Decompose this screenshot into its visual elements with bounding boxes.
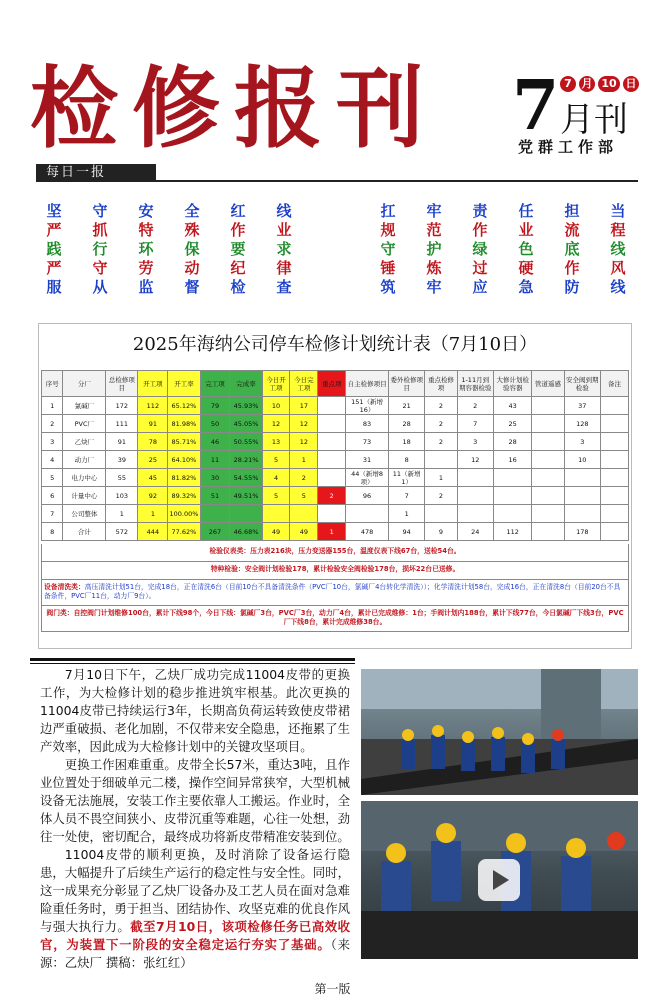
table-cell: 计量中心 [63,487,106,505]
slogan-char: 保 [184,240,200,258]
table-cell: 45.93% [230,397,262,415]
table-cell: 172 [106,397,138,415]
slogan-grid [44,202,634,298]
table-cell: 85.71% [168,433,200,451]
table-cell: 128 [564,415,600,433]
slogan-char: 践 [46,240,62,258]
slogan-char: 线 [610,278,626,296]
table-cell: 28.21% [230,451,262,469]
stats-notes [41,544,629,632]
table-cell: 21 [388,397,424,415]
table-cell: 13 [262,433,290,451]
table-cell: 49 [290,523,318,541]
table-cell: 92 [138,487,168,505]
table-cell: 电力中心 [63,469,106,487]
table-cell: 81.82% [168,469,200,487]
slogan-char: 锤 [380,259,396,277]
slogan-char: 服 [46,278,62,296]
table-cell: 178 [564,523,600,541]
table-cell [318,397,346,415]
table-cell [532,487,564,505]
slogan-char: 查 [276,278,292,296]
table-cell: 6 [42,487,63,505]
slogan-char: 任 [518,202,534,220]
table-cell: 公司整体 [63,505,106,523]
table-cell: 12 [290,415,318,433]
table-cell: 77.62% [168,523,200,541]
table-cell: 30 [200,469,230,487]
table-cell: 2 [318,487,346,505]
table-cell: 动力厂 [63,451,106,469]
slogan-char: 律 [276,259,292,277]
slogan-row [44,202,294,221]
article-source: （来源：乙炔厂 撰稿：张红红） [40,937,350,970]
issue-block [508,66,658,170]
slogan-char: 防 [564,278,580,296]
slogan-char: 纪 [230,259,246,277]
table-cell: 111 [106,415,138,433]
table-header-cell: 分厂 [63,371,106,397]
slogan-char: 求 [276,240,292,258]
note-label: 特种检验： [210,565,245,573]
table-cell: 64.10% [168,451,200,469]
slogan-char: 动 [184,259,200,277]
slogan-char: 业 [276,221,292,239]
table-cell: 1 [318,523,346,541]
table-cell: 43 [493,397,532,415]
table-row [42,415,629,433]
note-valves [41,606,629,632]
table-row [42,487,629,505]
table-cell: 28 [493,433,532,451]
table-cell: 8 [42,523,63,541]
table-cell: 5 [42,469,63,487]
stats-table [41,370,629,541]
slogan-row [44,278,294,297]
article-paragraph [40,846,350,972]
note-text: 自控阀门计划维修100台，累计下线98个，今日下线：氯碱厂3台，PVC厂3台，动力厂4台，累计已完成维修：1台；手阀计划内188台，累计下线77台，今日氯碱厂下线3台，PVC厂下线8台，累计完成维修38台。 [73,609,624,626]
table-cell: 44（新增8项） [346,469,389,487]
table-cell: 478 [346,523,389,541]
table-cell [532,505,564,523]
slogan-char: 过 [472,259,488,277]
slogan-char: 行 [92,240,108,258]
table-cell: 8 [388,451,424,469]
slogan-char: 要 [230,240,246,258]
table-header-cell: 完工项 [200,371,230,397]
table-cell [532,433,564,451]
table-cell [532,397,564,415]
slogan-char: 扛 [380,202,396,220]
slogan-char: 急 [518,278,534,296]
slogan-char: 线 [276,202,292,220]
table-cell: 50 [200,415,230,433]
table-cell: 96 [346,487,389,505]
worksite-photo [361,669,638,795]
table-cell: 100.00% [168,505,200,523]
table-cell: 1 [388,505,424,523]
slogan-char: 牢 [426,278,442,296]
slogan-char: 全 [184,202,200,220]
table-cell: 50.55% [230,433,262,451]
note-text: 压力表216块，压力变送器155台，温度仪表下线67台，送检54台。 [250,547,461,555]
slogan-char: 特 [138,221,154,239]
table-cell: 94 [388,523,424,541]
table-header-cell: 完成率 [230,371,262,397]
table-cell: 12 [262,415,290,433]
slogan-char: 督 [184,278,200,296]
table-cell [564,505,600,523]
table-cell [318,505,346,523]
table-cell: 2 [425,433,457,451]
table-cell: 合计 [63,523,106,541]
table-row [42,469,629,487]
table-cell: 572 [106,523,138,541]
table-header-cell: 备注 [601,371,629,397]
table-cell: 1 [106,505,138,523]
date-badge: 日 [623,76,639,92]
slogan-char: 线 [610,240,626,258]
table-cell: 1 [42,397,63,415]
note-instruments [41,544,629,562]
note-label: 阀门类： [46,609,74,617]
table-cell: 49 [262,523,290,541]
note-text: 安全阀计划检验178，累计检验安全阀检验178台，损坏22台已送修。 [244,565,460,573]
table-cell: 45 [138,469,168,487]
table-cell: 103 [106,487,138,505]
slogan-char: 作 [230,221,246,239]
table-cell [564,487,600,505]
table-cell: 7 [457,415,493,433]
slogan-char: 环 [138,240,154,258]
table-cell [532,523,564,541]
table-cell: 91 [106,433,138,451]
article-text: 11004皮带的顺利更换，及时消除了设备运行隐患，大幅提升了后续生产运行的稳定性与安全性。同时，这一成果充分彰显了乙炔厂设备办及工艺人员在面对急难险重任务时，勇于担当、团结协作、攻坚克难的优良作风与强大执行力。 [40,847,350,934]
table-cell: 79 [200,397,230,415]
table-cell: 9 [425,523,457,541]
table-cell: 78 [138,433,168,451]
slogan-char: 绿 [472,240,488,258]
table-cell: 112 [138,397,168,415]
table-cell: 46.68% [230,523,262,541]
slogan-row [44,221,294,240]
table-cell: 45.05% [230,415,262,433]
page-number: 第一版 [314,982,351,996]
table-cell: 1 [138,505,168,523]
slogan-char: 红 [230,202,246,220]
table-cell [564,469,600,487]
table-cell: 2 [42,415,63,433]
article-paragraph: 更换工作困难重重。皮带全长57米，重达3吨，且作业位置处于细破单元二楼，操作空间异常狭窄，大型机械设备无法施展，安装工作主要依靠人工搬运。作业时，全体人员不畏空间狭小、皮带沉重等难题，心往一处想，劲往一处使，密切配合，最终成功将新皮带精准安装到位。 [40,757,350,844]
table-cell: 24 [457,523,493,541]
slogan-row [44,240,294,259]
table-header-cell: 总检修项目 [106,371,138,397]
table-row [42,523,629,541]
table-cell: 2 [457,397,493,415]
table-cell: 2 [425,487,457,505]
table-cell: 444 [138,523,168,541]
table-cell: 91 [138,415,168,433]
table-header-cell: 委外检修项目 [388,371,424,397]
table-cell: 2 [425,397,457,415]
article-rule [30,658,355,661]
table-cell: 46 [200,433,230,451]
table-cell [318,415,346,433]
table-cell: 10 [262,397,290,415]
table-cell [532,451,564,469]
table-cell: 3 [457,433,493,451]
table-cell: 12 [290,433,318,451]
table-row [42,433,629,451]
table-cell: 89.32% [168,487,200,505]
slogan-char: 从 [92,278,108,296]
play-icon[interactable] [478,859,520,901]
slogan-char: 殊 [184,221,200,239]
table-cell: 4 [262,469,290,487]
slogan-char: 硬 [518,259,534,277]
table-cell [601,397,629,415]
table-cell: 81.98% [168,415,200,433]
table-cell [346,505,389,523]
table-cell [601,523,629,541]
slogan-char: 风 [610,259,626,277]
slogan-char: 筑 [380,278,396,296]
table-cell: 18 [388,433,424,451]
slogan-char: 作 [472,221,488,239]
table-cell [318,433,346,451]
slogan-column-left [44,202,294,297]
slogan-char: 监 [138,278,154,296]
article-paragraph: 7月10日下午，乙炔厂成功完成11004皮带的更换工作，为大检修计划的稳步推进筑牢根基。此次更换的11004皮带已持续运行3年，长期高负荷运转致使皮带裙边严重破损、老化加剧，不仅带来安全隐患，还拖累了生产效率，因此成为大检修计划中的关键攻坚项目。 [40,667,350,754]
table-cell: 2 [290,469,318,487]
table-cell [601,451,629,469]
table-cell [532,469,564,487]
table-cell: 乙炔厂 [63,433,106,451]
table-cell: 1 [425,469,457,487]
table-row [42,505,629,523]
table-cell: 65.12% [168,397,200,415]
table-cell [493,487,532,505]
table-header-cell: 管道遥感 [532,371,564,397]
table-header-cell: 重点检修项 [425,371,457,397]
table-header-cell: 大修计划检验容器 [493,371,532,397]
slogan-char: 炼 [426,259,442,277]
table-cell: 2 [425,415,457,433]
article-highlight: 截至7月10日，该项检修任务已高效收官，为装置下一阶段的安全稳定运行夯实了基础。 [40,919,350,952]
table-cell [457,505,493,523]
table-cell [425,505,457,523]
table-cell: 54.55% [230,469,262,487]
slogan-char: 守 [92,202,108,220]
table-cell [457,487,493,505]
table-cell: 11 [200,451,230,469]
slogan-char: 底 [564,240,580,258]
table-cell: 12 [457,451,493,469]
table-cell [493,505,532,523]
table-cell: 25 [493,415,532,433]
table-cell: 37 [564,397,600,415]
table-cell: 11（新增1） [388,469,424,487]
note-cleaning [41,580,629,606]
table-cell [457,469,493,487]
table-header-cell: 今日开工项 [262,371,290,397]
table-cell [290,505,318,523]
note-text: 高压清洗计划51台，完成18台，正在清洗6台（目前10台不具备清洗条件（PVC厂10台，氯碱厂4台转化学清洗））；化学清洗计划58台，完成16台，正在清洗8台（目前20台不具备条件，PVC厂11台，动力厂9台）。 [44,583,621,600]
issue-month: 7 [512,66,560,146]
note-label: 设备清洗类： [44,583,85,591]
note-special [41,562,629,580]
slogan-char: 抓 [92,221,108,239]
table-cell: 3 [42,433,63,451]
slogan-char: 牢 [426,202,442,220]
table-header-cell: 安全阀到期检验 [564,371,600,397]
table-header-cell: 开工项 [138,371,168,397]
table-cell: 83 [346,415,389,433]
table-cell [425,451,457,469]
masthead-title: 检修报刊 [30,60,439,158]
table-header-cell: 今日完工项 [290,371,318,397]
table-cell: 39 [106,451,138,469]
table-cell: 10 [564,451,600,469]
stats-title: 2025年海纳公司停车检修计划统计表（7月10日） [132,334,538,355]
table-cell: 7 [42,505,63,523]
slogan-char: 坚 [46,202,62,220]
table-cell [318,451,346,469]
slogan-char: 规 [380,221,396,239]
slogan-char: 守 [380,240,396,258]
slogan-row [378,240,628,259]
slogan-char: 安 [138,202,154,220]
table-cell [262,505,290,523]
slogan-char: 范 [426,221,442,239]
table-cell [318,469,346,487]
slogan-char: 护 [426,240,442,258]
table-cell: 氯碱厂 [63,397,106,415]
table-cell [601,469,629,487]
table-cell [230,505,262,523]
slogan-row [378,221,628,240]
slogan-char: 业 [518,221,534,239]
date-badge: 月 [579,76,595,92]
table-cell: 49.51% [230,487,262,505]
table-cell: 25 [138,451,168,469]
slogan-char: 当 [610,202,626,220]
section-label: 每日一报 [36,164,156,182]
worksite-photo-drawing [361,669,638,795]
table-header-cell: 自主检修项目 [346,371,389,397]
slogan-char: 严 [46,221,62,239]
table-cell: 16 [493,451,532,469]
table-cell [601,415,629,433]
slogan-char: 劳 [138,259,154,277]
slogan-row [378,202,628,221]
table-cell [601,433,629,451]
table-cell: 51 [200,487,230,505]
table-cell: 55 [106,469,138,487]
table-header-cell: 重点项 [318,371,346,397]
table-cell: 151（新增16） [346,397,389,415]
table-cell: 3 [564,433,600,451]
slogan-char: 色 [518,240,534,258]
table-row [42,451,629,469]
table-cell: 7 [388,487,424,505]
table-cell [601,505,629,523]
table-cell [601,487,629,505]
issue-suffix: 月刊 [560,100,628,140]
note-label: 检验仪表类： [209,547,251,555]
table-cell [493,469,532,487]
stats-panel [38,323,632,649]
slogan-column-right [378,202,628,297]
slogan-char: 流 [564,221,580,239]
department-name: 党群工作部 [518,138,619,156]
table-cell: 1 [290,451,318,469]
table-header-row [42,371,629,397]
table-cell: 31 [346,451,389,469]
table-cell: 5 [262,451,290,469]
table-cell: 17 [290,397,318,415]
table-cell [200,505,230,523]
slogan-row [378,259,628,278]
table-cell: 267 [200,523,230,541]
slogan-char: 检 [230,278,246,296]
table-cell: 28 [388,415,424,433]
table-cell: 112 [493,523,532,541]
date-badge: 10 [598,76,620,92]
table-cell [532,415,564,433]
slogan-char: 守 [92,259,108,277]
slogan-char: 责 [472,202,488,220]
table-cell: 5 [262,487,290,505]
table-cell: 5 [290,487,318,505]
table-cell: 73 [346,433,389,451]
worksite-video[interactable] [361,801,638,959]
table-cell: PVC厂 [63,415,106,433]
article-body [40,666,350,972]
slogan-char: 严 [46,259,62,277]
slogan-char: 担 [564,202,580,220]
date-badge: 7 [560,76,576,92]
slogan-row [378,278,628,297]
table-header-cell: 1-11月到期容器检验 [457,371,493,397]
slogan-char: 作 [564,259,580,277]
table-header-cell: 序号 [42,371,63,397]
table-header-cell: 开工率 [168,371,200,397]
slogan-char: 程 [610,221,626,239]
date-badges [560,76,639,92]
article-rule [30,663,355,664]
slogan-char: 应 [472,278,488,296]
table-cell: 4 [42,451,63,469]
section-bar [28,164,638,182]
table-row [42,397,629,415]
slogan-row [44,259,294,278]
